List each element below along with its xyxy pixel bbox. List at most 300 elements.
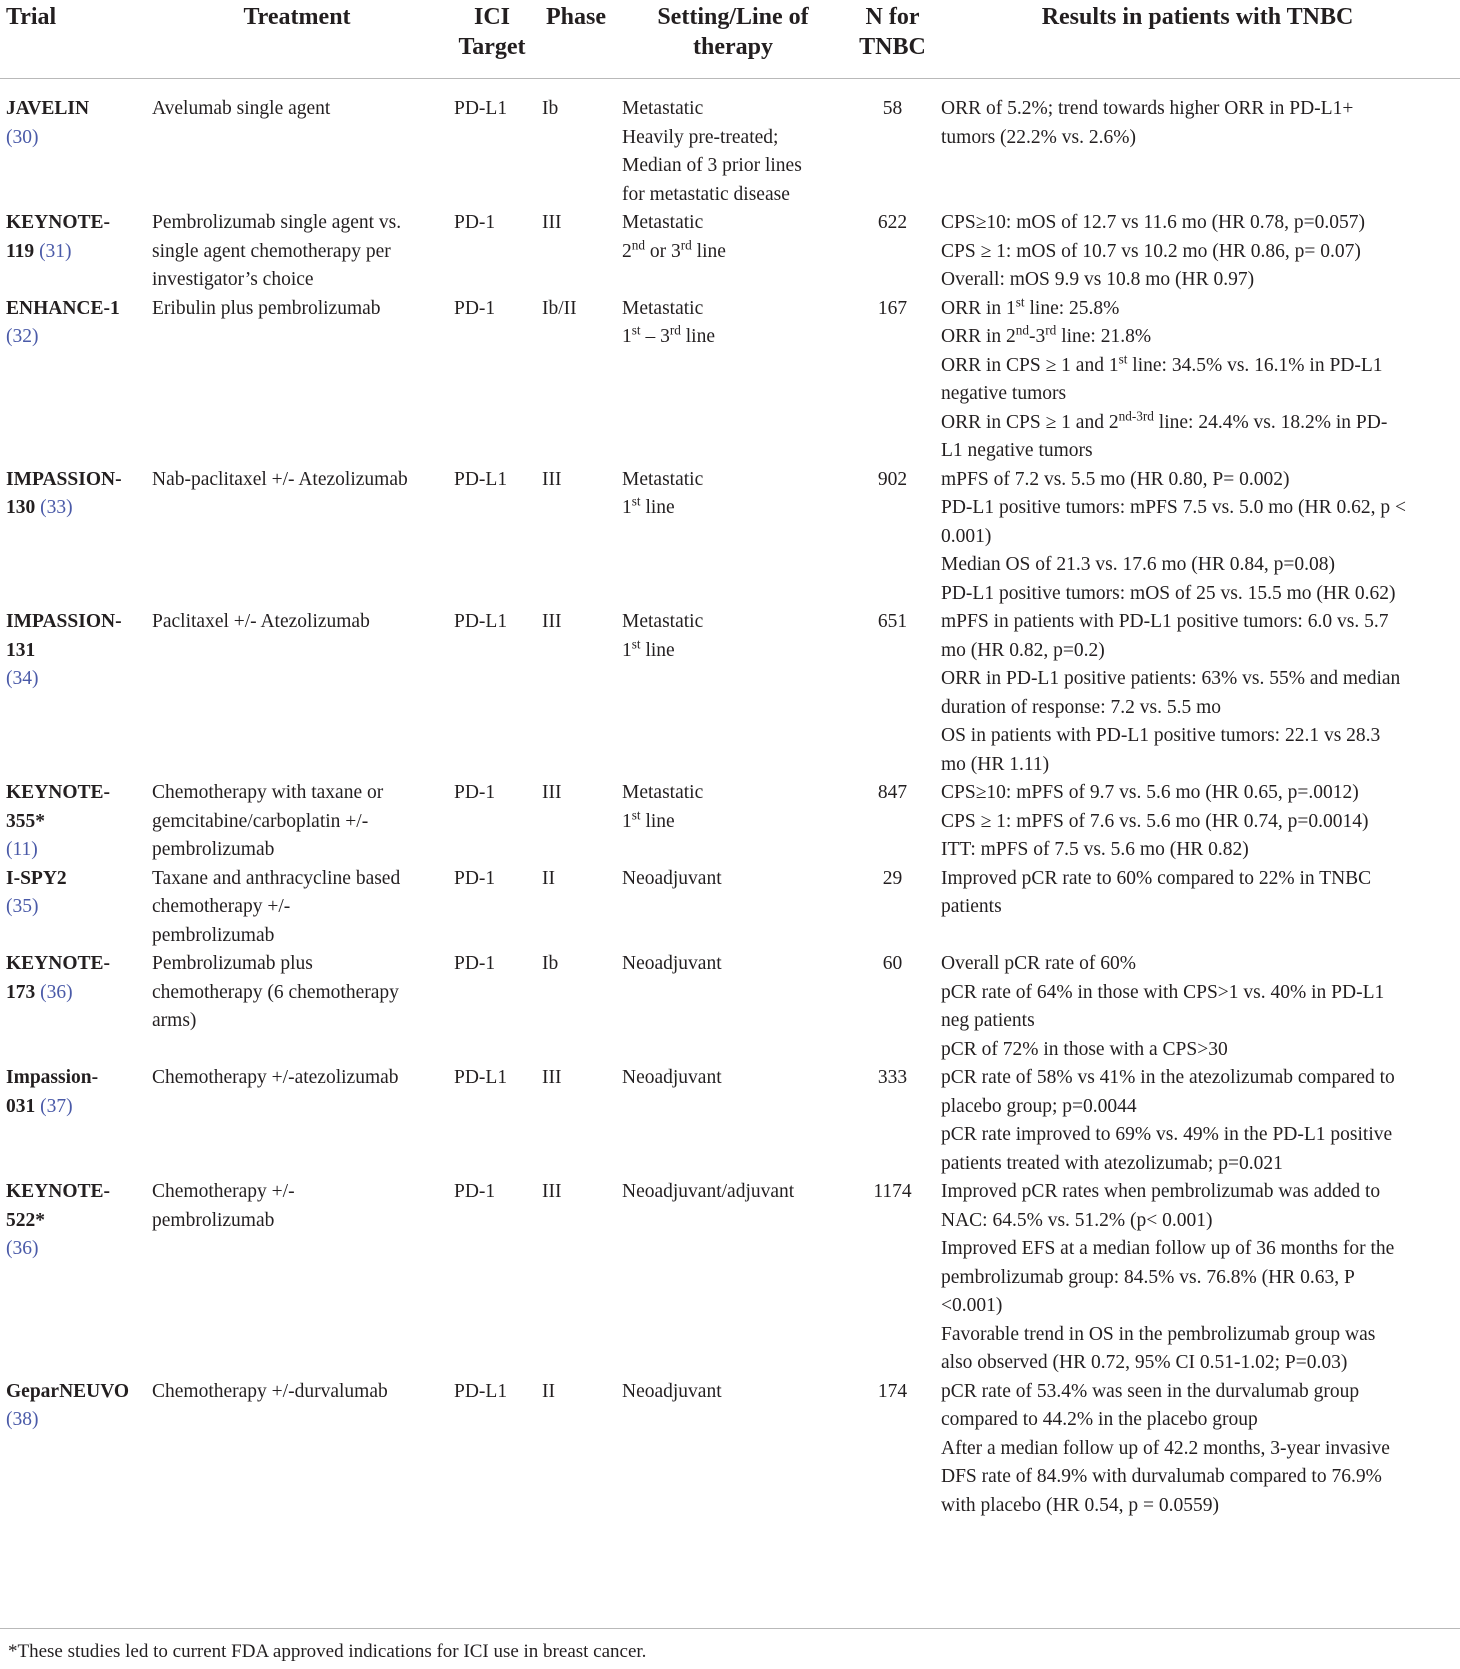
setting-cell — [616, 79, 850, 210]
ici-target-cell: PD-1 — [454, 782, 496, 803]
results-cell — [935, 1064, 1460, 1178]
treatment-cell — [146, 466, 448, 609]
trial-line — [6, 295, 140, 324]
results-line — [941, 323, 1454, 352]
text-run: Favorable trend in OS in the pembrolizumab group was — [941, 1323, 1376, 1345]
results-line — [941, 865, 1454, 894]
trial-name: ENHANCE-1 — [6, 297, 120, 319]
text-run: 2 — [622, 240, 632, 262]
results-line — [941, 466, 1454, 495]
text-run: Improved pCR rate to 60% compared to 22% in TNBC — [941, 867, 1372, 889]
treatment-line: Pembrolizumab plus — [152, 953, 313, 974]
text-run: 1 — [622, 326, 632, 347]
text-run: line — [691, 240, 726, 262]
trial-name: IMPASSION- — [6, 611, 122, 632]
phase-cell: Ib — [542, 953, 559, 974]
text-run: line: 24.4% vs. 18.2% in PD- — [1153, 411, 1388, 433]
setting-line — [622, 950, 844, 979]
text-run: ORR of 5.2%; trend towards higher ORR in PD-L1+ — [941, 98, 1354, 119]
results-line — [941, 1463, 1454, 1492]
table-row — [0, 608, 1460, 779]
reference-link[interactable]: (31) — [39, 240, 72, 262]
superscript: st — [631, 322, 641, 338]
header-setting-line: therapy — [693, 34, 773, 60]
superscript: st — [1015, 294, 1025, 309]
reference-link[interactable]: (38) — [6, 1409, 39, 1430]
trial-line — [6, 979, 140, 1008]
ici-target-cell: PD-1 — [454, 867, 496, 889]
text-run: placebo group; p=0.0044 — [941, 1095, 1137, 1117]
results-line — [941, 779, 1454, 808]
text-run: Overall: mOS 9.9 vs 10.8 mo (HR 0.97) — [941, 269, 1255, 290]
setting-cell — [616, 295, 850, 466]
results-cell — [935, 950, 1460, 1064]
phase-cell: II — [542, 867, 555, 889]
table-row — [0, 779, 1460, 865]
results-line — [941, 1406, 1454, 1435]
setting-cell — [616, 466, 850, 609]
treatment-line: chemotherapy (6 chemotherapy — [152, 981, 399, 1003]
trial-name: 355* — [6, 810, 45, 832]
header-ici-target-line: ICI — [473, 4, 510, 30]
superscript: nd — [631, 237, 645, 252]
results-line — [941, 836, 1454, 865]
trial-cell — [0, 865, 146, 951]
reference-link[interactable]: (36) — [6, 1238, 39, 1259]
setting-line — [622, 181, 844, 210]
trial-cell — [0, 779, 146, 865]
text-run: Neoadjuvant — [622, 867, 722, 889]
treatment-line: Eribulin plus pembrolizumab — [152, 297, 381, 319]
trial-line — [6, 637, 140, 666]
trial-line — [6, 608, 140, 637]
table-row — [0, 79, 1460, 210]
text-run: mPFS in patients with PD-L1 positive tumors: 6.0 vs. 5.7 — [941, 611, 1389, 632]
text-run: for metastatic disease — [622, 183, 790, 205]
ici-target-cell: PD-1 — [454, 297, 496, 319]
text-run: Metastatic — [622, 212, 704, 233]
trial-line — [6, 865, 140, 894]
trial-line — [6, 1178, 140, 1207]
superscript: rd — [680, 237, 692, 252]
text-run: 1 — [622, 639, 632, 661]
phase-cell: II — [542, 1380, 555, 1402]
superscript: st — [631, 807, 641, 822]
header-trial — [0, 0, 146, 79]
ici-target-cell: PD-L1 — [454, 611, 508, 632]
reference-link[interactable]: (11) — [6, 839, 38, 860]
ici-target-cell: PD-1 — [454, 953, 496, 974]
setting-cell — [616, 1064, 850, 1178]
superscript: st — [631, 493, 641, 509]
treatment-line: Chemotherapy with taxane or — [152, 782, 384, 803]
trial-cell — [0, 1178, 146, 1378]
setting-cell — [616, 608, 850, 779]
results-line — [941, 437, 1454, 466]
results-line — [941, 1235, 1454, 1264]
setting-line — [622, 494, 844, 523]
phase-cell: III — [542, 212, 562, 233]
results-line — [941, 637, 1454, 666]
trial-line — [6, 95, 140, 124]
text-run: with placebo (HR 0.54, p = 0.0559) — [941, 1494, 1219, 1516]
text-run: line — [680, 326, 716, 347]
trial-name: JAVELIN — [6, 98, 90, 119]
treatment-line: chemotherapy +/- — [152, 896, 291, 917]
reference-link[interactable]: (30) — [6, 126, 39, 148]
treatment-cell — [146, 950, 448, 1064]
trial-line — [6, 494, 140, 523]
text-run: Metastatic — [622, 611, 704, 632]
results-cell — [935, 608, 1460, 779]
text-run: Neoadjuvant — [622, 953, 722, 974]
results-line — [941, 1036, 1454, 1065]
n-cell: 902 — [877, 468, 908, 490]
superscript: st — [1118, 351, 1128, 366]
text-run: or 3 — [645, 240, 681, 262]
trial-line — [6, 893, 140, 922]
setting-cell — [616, 1178, 850, 1378]
results-line — [941, 380, 1454, 409]
trial-line — [6, 665, 140, 694]
header-treatment-label: Treatment — [243, 4, 351, 30]
treatment-line: Chemotherapy +/-atezolizumab — [152, 1067, 399, 1088]
text-run: Neoadjuvant — [622, 1380, 722, 1402]
results-line — [941, 266, 1454, 295]
phase-cell: Ib — [542, 98, 559, 119]
setting-line — [622, 808, 844, 837]
header-phase — [536, 0, 616, 79]
superscript: rd — [669, 322, 681, 338]
trial-name: I-SPY2 — [6, 867, 67, 889]
trial-line — [6, 238, 140, 267]
text-run: Median of 3 prior lines — [622, 155, 802, 176]
setting-cell — [616, 779, 850, 865]
results-line — [941, 1435, 1454, 1464]
table-body — [0, 79, 1460, 1521]
reference-link[interactable]: (35) — [6, 896, 39, 917]
results-line — [941, 352, 1454, 381]
results-line — [941, 1378, 1454, 1407]
text-run: 1 — [622, 810, 632, 832]
results-cell — [935, 79, 1460, 210]
text-run: CPS ≥ 1: mPFS of 7.6 vs. 5.6 mo (HR 0.74, p=0.0014) — [941, 810, 1369, 832]
setting-line — [622, 124, 844, 153]
treatment-line: pembrolizumab — [152, 924, 275, 946]
trial-line — [6, 1207, 140, 1236]
trial-line — [6, 1235, 140, 1264]
header-results — [935, 0, 1460, 79]
treatment-cell — [146, 608, 448, 779]
text-run: pCR rate of 53.4% was seen in the durvalumab group — [941, 1380, 1360, 1402]
results-line — [941, 209, 1454, 238]
text-run: After a median follow up of 42.2 months, 3-year invasive — [941, 1437, 1390, 1459]
trial-name: 173 — [6, 981, 41, 1003]
text-run: ORR in 1 — [941, 297, 1016, 319]
text-run: Neoadjuvant — [622, 1067, 722, 1088]
n-cell: 651 — [877, 611, 908, 632]
n-cell: 58 — [882, 98, 903, 119]
text-run: <0.001) — [941, 1295, 1003, 1316]
trial-line — [6, 466, 140, 495]
trial-line — [6, 1378, 140, 1407]
treatment-cell — [146, 295, 448, 466]
phase-cell: III — [542, 611, 562, 632]
text-run: ITT: mPFS of 7.5 vs. 5.6 mo (HR 0.82) — [941, 839, 1249, 860]
header-setting — [616, 0, 850, 79]
text-run: negative tumors — [941, 383, 1067, 404]
text-run: OS in patients with PD-L1 positive tumors: 22.1 vs 28.3 — [941, 725, 1381, 746]
trial-cell — [0, 608, 146, 779]
results-line — [941, 1150, 1454, 1179]
text-run: CPS ≥ 1: mOS of 10.7 vs 10.2 mo (HR 0.86, p= 0.07) — [941, 240, 1361, 262]
text-run: Heavily pre-treated; — [622, 126, 779, 148]
text-run: line — [640, 810, 675, 832]
trial-line — [6, 323, 140, 352]
text-run: line: 34.5% vs. 16.1% in PD-L1 — [1127, 354, 1383, 376]
text-run: tumors (22.2% vs. 2.6%) — [941, 126, 1136, 148]
table-row — [0, 466, 1460, 609]
results-line — [941, 722, 1454, 751]
treatment-line: single agent chemotherapy per — [152, 240, 391, 262]
treatment-line: Avelumab single agent — [152, 98, 331, 119]
text-run: Metastatic — [622, 468, 704, 490]
trial-line — [6, 808, 140, 837]
header-phase-label: Phase — [546, 4, 606, 30]
reference-link[interactable]: (33) — [40, 497, 73, 518]
phase-cell: III — [542, 1067, 562, 1088]
setting-line — [622, 209, 844, 238]
treatment-line: pembrolizumab — [152, 839, 275, 860]
treatment-line: gemcitabine/carboplatin +/- — [152, 810, 369, 832]
text-run: Improved pCR rates when pembrolizumab was added to — [941, 1181, 1381, 1202]
reference-link[interactable]: (37) — [40, 1095, 73, 1117]
setting-line — [622, 152, 844, 181]
table-row — [0, 209, 1460, 295]
setting-line — [622, 608, 844, 637]
text-run: pCR rate of 64% in those with CPS>1 vs. 40% in PD-L1 — [941, 981, 1385, 1003]
results-line — [941, 124, 1454, 153]
superscript: st — [631, 636, 641, 651]
superscript: nd-3rd — [1118, 408, 1154, 423]
setting-cell — [616, 950, 850, 1064]
trial-name: 522* — [6, 1209, 45, 1231]
setting-line — [622, 323, 844, 352]
table-row — [0, 1378, 1460, 1521]
results-line — [941, 1007, 1454, 1036]
ici-target-cell: PD-L1 — [454, 468, 508, 490]
results-line — [941, 295, 1454, 324]
trial-line — [6, 1406, 140, 1435]
treatment-cell — [146, 209, 448, 295]
setting-line — [622, 1178, 844, 1207]
trial-name: KEYNOTE- — [6, 212, 111, 233]
ici-target-cell: PD-L1 — [454, 1380, 508, 1402]
trial-line — [6, 1064, 140, 1093]
results-line — [941, 808, 1454, 837]
text-run: DFS rate of 84.9% with durvalumab compared to 76.9% — [941, 1466, 1382, 1487]
setting-line — [622, 637, 844, 666]
reference-link[interactable]: (34) — [6, 668, 39, 689]
treatment-line: Nab-paclitaxel +/- Atezolizumab — [152, 468, 408, 490]
phase-cell: III — [542, 1181, 562, 1202]
results-line — [941, 751, 1454, 780]
text-run: patients — [941, 896, 1002, 917]
text-run: line: 21.8% — [1056, 326, 1152, 347]
treatment-line: pembrolizumab — [152, 1209, 275, 1231]
text-run: Median OS of 21.3 vs. 17.6 mo (HR 0.84, p=0.08) — [941, 554, 1335, 575]
treatment-cell — [146, 779, 448, 865]
header-n-line: TNBC — [859, 34, 926, 60]
results-line — [941, 409, 1454, 438]
table-row — [0, 865, 1460, 951]
trial-name: GeparNEUVO — [6, 1380, 130, 1402]
n-cell: 174 — [877, 1380, 908, 1402]
results-line — [941, 238, 1454, 267]
header-n-line: N for — [865, 4, 920, 30]
header-treatment — [146, 0, 448, 79]
trial-line — [6, 124, 140, 153]
ici-target-cell: PD-L1 — [454, 98, 508, 119]
treatment-line: arms) — [152, 1010, 197, 1031]
results-line — [941, 1064, 1454, 1093]
results-line — [941, 95, 1454, 124]
results-line — [941, 580, 1454, 609]
setting-cell — [616, 209, 850, 295]
text-run: mo (HR 1.11) — [941, 753, 1050, 775]
setting-line — [622, 779, 844, 808]
trial-name: KEYNOTE- — [6, 953, 111, 974]
treatment-line: investigator’s choice — [152, 269, 314, 290]
n-cell: 333 — [877, 1067, 908, 1088]
trial-name: Impassion- — [6, 1067, 99, 1088]
treatment-line: Paclitaxel +/- Atezolizumab — [152, 611, 370, 632]
setting-line — [622, 1064, 844, 1093]
results-line — [941, 893, 1454, 922]
text-run: pCR of 72% in those with a CPS>30 — [941, 1038, 1228, 1060]
results-cell — [935, 779, 1460, 865]
text-run: pCR rate improved to 69% vs. 49% in the PD-L1 positive — [941, 1124, 1393, 1145]
ici-target-cell: PD-1 — [454, 212, 496, 233]
text-run: PD-L1 positive tumors: mOS of 25 vs. 15.5 mo (HR 0.62) — [941, 582, 1396, 604]
text-run: duration of response: 7.2 vs. 5.5 mo — [941, 696, 1222, 718]
table-row — [0, 950, 1460, 1064]
results-line — [941, 1178, 1454, 1207]
table-row — [0, 1064, 1460, 1178]
text-run: patients treated with atezolizumab; p=0.021 — [941, 1152, 1283, 1174]
text-run: also observed (HR 0.72, 95% CI 0.51-1.02; P=0.03) — [941, 1352, 1348, 1373]
setting-line — [622, 238, 844, 267]
trial-name: IMPASSION- — [6, 468, 122, 490]
setting-line — [622, 1378, 844, 1407]
setting-cell — [616, 1378, 850, 1521]
results-line — [941, 551, 1454, 580]
results-line — [941, 1264, 1454, 1293]
superscript: rd — [1045, 322, 1057, 338]
text-run: pembrolizumab group: 84.5% vs. 76.8% (HR 0.63, P — [941, 1266, 1355, 1288]
trial-name: 131 — [6, 639, 36, 661]
text-run: Metastatic — [622, 98, 704, 119]
trial-name: 130 — [6, 497, 41, 518]
results-cell — [935, 1378, 1460, 1521]
phase-cell: III — [542, 468, 562, 490]
results-line — [941, 523, 1454, 552]
treatment-line: Chemotherapy +/- — [152, 1181, 295, 1202]
text-run: line — [640, 639, 675, 661]
text-run: pCR rate of 58% vs 41% in the atezolizumab compared to — [941, 1067, 1395, 1088]
results-line — [941, 979, 1454, 1008]
text-run: ORR in CPS ≥ 1 and 2 — [941, 411, 1119, 433]
trial-cell — [0, 79, 146, 210]
results-line — [941, 1292, 1454, 1321]
footer-rule — [0, 1628, 1460, 1629]
results-line — [941, 950, 1454, 979]
text-run: Neoadjuvant/adjuvant — [622, 1181, 795, 1202]
text-run: Overall pCR rate of 60% — [941, 953, 1136, 974]
n-cell: 167 — [877, 297, 908, 319]
trial-cell — [0, 466, 146, 609]
results-cell — [935, 466, 1460, 609]
treatment-cell — [146, 1178, 448, 1378]
n-cell: 1174 — [873, 1181, 912, 1202]
results-line — [941, 1207, 1454, 1236]
header-ici-target — [448, 0, 536, 79]
trial-name: 119 — [6, 240, 40, 262]
text-run: Metastatic — [622, 782, 704, 803]
trial-name: KEYNOTE- — [6, 1181, 111, 1202]
results-line — [941, 694, 1454, 723]
results-cell — [935, 209, 1460, 295]
text-run: L1 negative tumors — [941, 440, 1093, 461]
trial-cell — [0, 295, 146, 466]
treatment-cell — [146, 1064, 448, 1178]
header-setting-line: Setting/Line of — [657, 4, 809, 30]
trial-line — [6, 209, 140, 238]
treatment-line: Taxane and anthracycline based — [152, 867, 401, 889]
table-row — [0, 1178, 1460, 1378]
trial-name: KEYNOTE- — [6, 782, 111, 803]
text-run: Metastatic — [622, 297, 704, 319]
n-cell: 29 — [882, 867, 903, 889]
trial-line — [6, 950, 140, 979]
results-cell — [935, 295, 1460, 466]
trial-line — [6, 836, 140, 865]
header-trial-label: Trial — [6, 4, 57, 30]
trial-cell — [0, 950, 146, 1064]
trial-cell — [0, 1064, 146, 1178]
text-run: -3 — [1029, 326, 1046, 347]
text-run: neg patients — [941, 1010, 1035, 1031]
setting-line — [622, 295, 844, 324]
reference-link[interactable]: (36) — [40, 981, 73, 1003]
header-n — [850, 0, 935, 79]
trial-name: 031 — [6, 1095, 41, 1117]
results-line — [941, 1492, 1454, 1521]
text-run: line — [640, 497, 675, 518]
results-cell — [935, 1178, 1460, 1378]
ici-target-cell: PD-1 — [454, 1181, 496, 1202]
trial-line — [6, 1093, 140, 1122]
footnote: *These studies led to current FDA approved indications for ICI use in breast cancer. — [8, 1641, 647, 1662]
treatment-cell — [146, 1378, 448, 1521]
text-run: ORR in PD-L1 positive patients: 63% vs. 55% and median — [941, 668, 1401, 689]
results-line — [941, 1121, 1454, 1150]
text-run: ORR in CPS ≥ 1 and 1 — [941, 354, 1119, 376]
text-run: NAC: 64.5% vs. 51.2% (p< 0.001) — [941, 1209, 1213, 1231]
setting-line — [622, 95, 844, 124]
text-run: CPS≥10: mPFS of 9.7 vs. 5.6 mo (HR 0.65, p=.0012) — [941, 782, 1359, 803]
reference-link[interactable]: (32) — [6, 326, 39, 347]
